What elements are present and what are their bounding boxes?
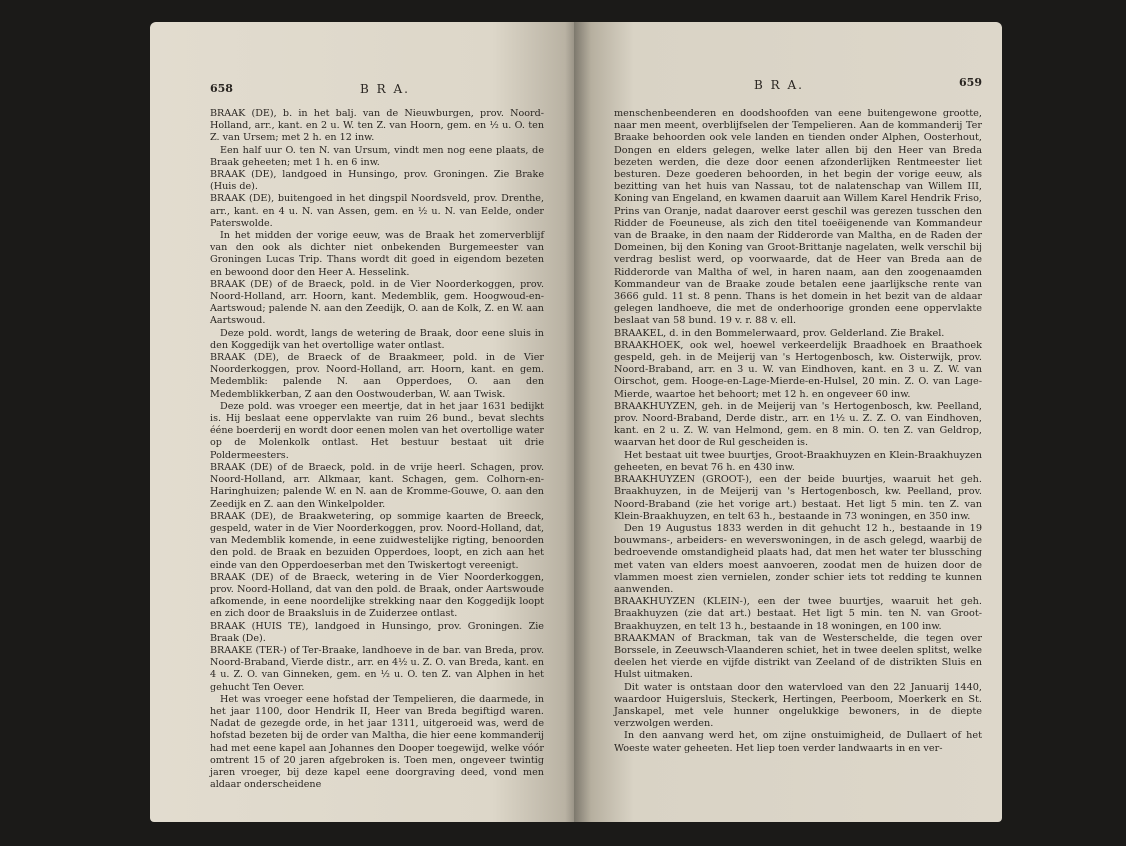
entry-paragraph: BRAAKMAN of Brackman, tak van de Westerschelde, die tegen over Borssele, in Zeeuwsch-Vlaanderen schiet, het in twee deelen splitst, welke deelen het vierde en vijfde distrikt van Zeeland of de distrikten Sluis en Hulst uitmaken. <box>614 632 982 681</box>
right-page-number: 659 <box>959 76 982 89</box>
left-running-head: B R A. <box>360 82 410 96</box>
entry-paragraph: BRAAKHUYZEN (KLEIN-), een der twee buurtjes, waaruit het geh. Braakhuyzen (zie dat art.) bestaat. Het ligt 5 min. ten N. van Groot-Braakhuyzen, en telt 13 h., bestaande in 18 woningen, en 100 inw. <box>614 596 982 632</box>
left-page-header <box>210 82 544 98</box>
entry-paragraph: BRAAKEL, d. in den Bommelerwaard, prov. Gelderland. Zie Brakel. <box>614 327 945 339</box>
paragraph: Een half uur O. ten N. van Ursum, vindt men nog eene plaats, de Braak geheeten; met 1 h. en 6 inw. <box>210 144 544 168</box>
entry-paragraph: BRAAKHUYZEN (GROOT-), een der beide buurtjes, waaruit het geh. Braakhuyzen, in de Meijerij van 's Hertogenbosch, kw. Peelland, prov. Noord-Braband (zie het vorige art.) bestaat. Het ligt 5 min. ten Z. van Klein-Braakhuyzen, en telt 63 h., bestaande in 73 woningen, en 350 inw. <box>614 474 982 522</box>
entry-paragraph: BRAAKE (TER-) of Ter-Braake, landhoeve in de bar. van Breda, prov. Noord-Braband, Vierde distr., arr. en 4½ u. Z. O. van Breda, kant. en 4 u. Z. O. van Ginneken, gem. en ½ u. O. ten Z. van Alphen in het gehucht Ten Oever. <box>210 644 544 693</box>
paragraph: Deze pold. wordt, langs de wetering de Braak, door eene sluis in den Koggedijk van het overtollige water ontlast. <box>210 327 544 351</box>
paragraph: Dit water is ontstaan door den watervloed van den 22 Januarij 1440, waardoor Huigersluis, Steckerk, Hertingen, Peerboom, Moerkerk en St. Janskapel, met vele hunner ongelukkige bewoners, in de diepte verzwolgen werden. <box>614 681 982 730</box>
left-page-number: 658 <box>210 82 233 95</box>
paragraph: Den 19 Augustus 1833 werden in dit gehucht 12 h., bestaande in 19 bouwmans-, arbeiders- en weverswoningen, in de asch gelegd, waarbij de bedroevende omstandigheid plaats had, dat men het water ter blussching met vaten van elders moest aanvoeren, zoodat men de huizen door de vlammen moest zien vernielen, zonder schier iets tot redding te kunnen aanwenden. <box>614 522 982 595</box>
left-page <box>150 22 578 822</box>
entry-paragraph: BRAAK (DE), landgoed in Hunsingo, prov. Groningen. Zie Brake (Huis de). <box>210 169 544 193</box>
entry-paragraph: BRAAK (DE) of de Braeck, pold. in de vrije heerl. Schagen, prov. Noord-Holland, arr. Alkmaar, kant. Schagen, gem. Colhorn-en-Haringhuizen; palende W. en N. aan de Kromme-Gouwe, O. aan den Zeedijk en Z. aan den Winkelpolder. <box>210 461 544 510</box>
paragraph: Het was vroeger eene hofstad der Tempelieren, die daarmede, in het jaar 1100, door Hendrik II, Heer van Breda begiftigd waren. Nadat de gezegde orde, in het jaar 1311, uitgeroeid was, werd de hofstad bezeten bij de order van Maltha, die hier eene kommanderij had met eene kapel aan Johannes den Dooper toegewijd, welke vóór omtrent 15 of 20 jaren afgebroken is. Toen men, ongeveer twintig jaren vroeger, bij deze kapel eene doorgraving deed, vond men aldaar onderscheidene <box>210 693 544 791</box>
entry-paragraph: BRAAKHOEK, ook wel, hoewel verkeerdelijk Braadhoek en Braathoek gespeld, geh. in de Meijerij van 's Hertogenbosch, kw. Oisterwijk, prov. Noord-Braband, arr. en 3 u. W. van Eindhoven, kant. en 3 u. Z. W. van Oirschot, gem. Hooge-en-Lage-Mierde-en-Hulsel, 20 min. Z. O. van Lage-Mierde, waartoe het behoort; met 12 h. en ongeveer 60 inw. <box>614 339 982 400</box>
paragraph: Het bestaat uit twee buurtjes, Groot-Braakhuyzen en Klein-Braakhuyzen geheeten, en bevat 76 h. en 430 inw. <box>614 449 982 473</box>
entry-paragraph: BRAAK (DE) of de Braeck, wetering in de Vier Noorderkoggen, prov. Noord-Holland, dat van den pold. de Braak, onder Aartswoude afkomende, in eene noordelijke strekking naar den Koggedijk loopt en zich door de Braaksluis in de Zuiderzee ontlast. <box>210 571 544 620</box>
paragraph: In den aanvang werd het, om zijne onstuimigheid, de Dullaert of het Woeste water geheeten. Het liep toen verder landwaarts in en ver- <box>614 730 982 754</box>
right-page-header <box>614 76 982 98</box>
paragraph: In het midden der vorige eeuw, was de Braak het zomerverblijf van den ook als dichter niet onbekenden Burgemeester van Groningen Lucas Trip. Thans wordt dit goed in eigendom bezeten en bewoond door den Heer A. Hesselink. <box>210 230 544 278</box>
right-page-text <box>614 108 982 755</box>
paragraph: Deze pold. was vroeger een meertje, dat in het jaar 1631 bedijkt is. Hij beslaat eene oppervlakte van ruim 26 bund., bevat slechts ééne boerderij en wordt door eenen molen van het overtollige water op de Molenkolk ontlast. Het bestuur bestaat uit drie Poldermeesters. <box>210 400 544 461</box>
right-running-head: B R A. <box>754 78 804 92</box>
entry-paragraph: BRAAK (HUIS TE), landgoed in Hunsingo, prov. Groningen. Zie Braak (De). <box>210 620 544 644</box>
left-page-text <box>210 108 544 791</box>
entry-paragraph: BRAAK (DE), b. in het balj. van de Nieuwburgen, prov. Noord-Holland, arr., kant. en 2 u. W. ten Z. van Hoorn, gem. en ½ u. O. ten Z. van Ursem; met 2 h. en 12 inw. <box>210 108 544 144</box>
entry-paragraph: BRAAK (DE), buitengoed in het dingspil Noordsveld, prov. Drenthe, arr., kant. en 4 u. N. van Assen, gem. en ½ u. N. van Eelde, onder Paterswolde. <box>210 193 544 229</box>
entry-paragraph: BRAAK (DE), de Braeck of de Braakmeer, pold. in de Vier Noorderkoggen, prov. Noord-Holland, arr. Hoorn, kant. en gem. Medemblik: palende N. aan Opperdoes, O. aan den Medemblikkerban, Z aan den Oostwouderban, W. aan Twisk. <box>210 352 544 400</box>
entry-paragraph: BRAAK (DE), de Braakwetering, op sommige kaarten de Breeck, gespeld, water in de Vier Noorderkoggen, prov. Noord-Holland, dat, van Medemblik komende, in eene zuidwestelijke rigting, benoorden den pold. de Braak en bezuiden Opperdoes, loopt, en zich aan het einde van den Opperdoeserban met den Twiskertogt vereenigt. <box>210 510 544 571</box>
right-page <box>574 22 1002 822</box>
continued-paragraph: menschenbeenderen en doodshoofden van eene buitengewone grootte, naar men meent, overblijfselen der Tempelieren. Aan de kommanderij Ter Braake behoorden ook vele landen en tienden onder Alphen, Oosterhout, Dongen en elders gelegen, welke later allen bij den Heer van Breda bezeten werden, die deze door eenen afzonderlijken Rentmeester liet besturen. Deze goederen behoorden, in het begin der vorige eeuw, als bezitting van het huis van Nassau, tot de nalatenschap van Willem III, Koning van Engeland, en kwamen daaruit aan Willem Karel Hendrik Friso, Prins van Oranje, nadat daarover eerst geschil was gerezen tusschen den Ridder de Foeuneuse, als zich den titel toeëigenende van Kommandeur van de Braake, in den naam der Ridderorde van Maltha, en de Raden der Domeinen, bij den Koning van Groot-Brittanje nagelaten, welk verschil bij verdrag beslist werd, op voorwaarde, dat de Heer van Breda aan de Ridderorde van Maltha of wel, in haren naam, aan den zoogenaamden Kommandeur van de Braake zoude betalen eene jaarlijksche rente van 3666 guld. 11 st. 8 penn. Thans is het domein in het bezit van de aldaar gelegen landhoeve, die met de onderhoorige gronden eene oppervlakte beslaat van 58 bund. 19 v. r. 88 v. ell. <box>614 108 983 327</box>
book-spread <box>150 22 1002 822</box>
entry-paragraph: BRAAK (DE) of de Braeck, pold. in de Vier Noorderkoggen, prov. Noord-Holland, arr. Hoorn, kant. Medemblik, gem. Hoogwoud-en-Aartswoud; palende N. aan den Zeedijk, O. aan de Kolk, Z. en W. aan Aartswoud. <box>210 278 544 327</box>
entry-paragraph: BRAAKHUYZEN, geh. in de Meijerij van 's Hertogenbosch, kw. Peelland, prov. Noord-Braband, Derde distr., arr. en 1½ u. Z. Z. O. van Eindhoven, kant. en 2 u. Z. W. van Helmond, gem. en 8 min. O. ten Z. van Geldrop, waarvan het door de Rul gescheiden is. <box>614 400 982 449</box>
